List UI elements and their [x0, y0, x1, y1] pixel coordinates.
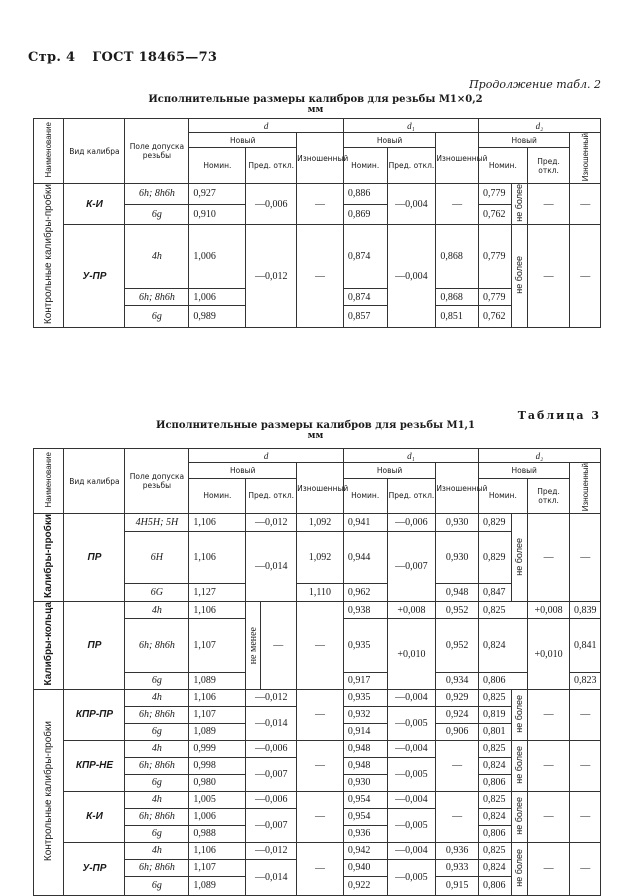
- t3-header-d1: d₁: [343, 449, 478, 463]
- t3-pr2-d-1: 1,106: [189, 602, 246, 619]
- t2-header-d-new: Новый: [189, 133, 297, 148]
- t3-ki-d2-worn: —: [570, 791, 601, 842]
- t2-header-d-nomin: Номин.: [189, 148, 246, 184]
- t2-ki-d-1: 0,927: [189, 184, 246, 204]
- t2-header-d1-nomin: Номин.: [343, 148, 387, 184]
- t3-pr1-d-worn-1: 1,092: [297, 514, 344, 532]
- t3-ki-d2-3: 0,806: [479, 825, 512, 842]
- t2-ki-d2-2: 0,762: [479, 204, 512, 224]
- t3-ki-fit-3: 6g: [125, 825, 189, 842]
- t3-pr1-d2-tol: —: [527, 514, 570, 602]
- t3-pr1-d1-worn-1: 0,930: [436, 514, 479, 532]
- t3-kprne-d-tol-1: —0,006: [246, 740, 297, 757]
- t3-kprne-d-2: 0,998: [189, 757, 246, 774]
- t3-pr2-d1-3: 0,917: [343, 672, 387, 689]
- t3-upr-d1-tol-1: —0,004: [387, 842, 436, 859]
- t3-ki-d1-1: 0,954: [343, 791, 387, 808]
- t2-kind-ki: К-И: [64, 184, 125, 225]
- t3-pr2-d1-tol-1: +0,008: [387, 602, 436, 619]
- t2-upr-d2-3: 0,762: [479, 306, 512, 328]
- t3-group-control: Контрольные калибры-пробки: [34, 689, 64, 895]
- t3-pr1-fit-3: 6G: [125, 584, 189, 602]
- t3-ki-d1-tol-2: —0,005: [387, 808, 436, 842]
- t3-kprne-d1-2: 0,948: [343, 757, 387, 774]
- table2-title: Исполнительные размеры калибров для резьбы М1×0,2: [148, 94, 483, 105]
- t2-header-d2: d₂: [479, 119, 601, 133]
- t3-pr2-d2-3: 0,806: [479, 672, 528, 689]
- t3-header-d1-nomin: Номин.: [343, 478, 387, 514]
- t3-kprpr-d1-tol-1: —0,004: [387, 689, 436, 706]
- t3-kprne-fit-2: 6h; 8h6h: [125, 757, 189, 774]
- t3-kprpr-d1-2: 0,932: [343, 706, 387, 723]
- t3-pr1-d-tol-1: —0,012: [246, 514, 297, 532]
- t2-ki-d2-worn: —: [570, 184, 601, 225]
- t3-pr1-d-3: 1,127: [189, 584, 246, 602]
- t2-ki-d1-worn: —: [436, 184, 479, 225]
- t3-kprpr-d-tol-1: —0,012: [246, 689, 297, 706]
- t2-upr-d1-3: 0,857: [343, 306, 387, 328]
- t3-kprpr-d2-3: 0,801: [479, 723, 512, 740]
- t3-ki-d2-1: 0,825: [479, 791, 512, 808]
- t3-kprpr-d1-3: 0,914: [343, 723, 387, 740]
- t2-upr-d-tol: —0,012: [246, 224, 297, 327]
- t3-upr-d1-worn-1: 0,936: [436, 842, 479, 859]
- t3-kprne-d-1: 0,999: [189, 740, 246, 757]
- t3-kprne-d2-1: 0,825: [479, 740, 512, 757]
- t2-ki-d-2: 0,910: [189, 204, 246, 224]
- t3-group-rings: Калибры-кольца: [34, 602, 64, 690]
- t2-ki-d-tol: —0,006: [246, 184, 297, 225]
- t3-kind-pr2: ПР: [64, 602, 125, 690]
- t3-pr2-fit-3: 6g: [125, 672, 189, 689]
- t3-kprpr-fit-3: 6g: [125, 723, 189, 740]
- t3-kprne-d-tol-2: —0,007: [246, 757, 297, 791]
- t3-kprne-d2-3: 0,806: [479, 774, 512, 791]
- t3-kprne-d2-note: не более: [511, 740, 527, 791]
- t2-upr-d1w-1: 0,868: [436, 224, 479, 288]
- t3-upr-d1-worn-3: 0,915: [436, 876, 479, 895]
- t2-ki-d1-tol: —0,004: [387, 184, 436, 225]
- t3-pr1-d2-1: 0,829: [479, 514, 512, 532]
- t3-ki-d-1: 1,005: [189, 791, 246, 808]
- t3-ki-d1-tol-1: —0,004: [387, 791, 436, 808]
- t2-header-pole: Поле допуска резьбы: [125, 119, 189, 184]
- t3-upr-d1-worn-2: 0,933: [436, 859, 479, 876]
- t3-pr2-d1-tol-2: +0,010: [387, 619, 436, 690]
- t3-kprne-d1-tol-1: —0,004: [387, 740, 436, 757]
- t2-upr-d-3: 0,989: [189, 306, 246, 328]
- t3-header-d-worn: Изношенный: [297, 463, 344, 514]
- t2-upr-d-2: 1,006: [189, 289, 246, 306]
- t3-header-d1-new: Новый: [343, 463, 435, 479]
- t2-upr-d2-tol: —: [527, 224, 570, 327]
- t3-ki-fit-2: 6h; 8h6h: [125, 808, 189, 825]
- t2-ki-d2-tol: —: [527, 184, 570, 225]
- t3-kprne-d-3: 0,980: [189, 774, 246, 791]
- t2-header-d1-pred: Пред. откл.: [387, 148, 436, 184]
- page-number: Стр. 4: [28, 50, 76, 65]
- t3-kprpr-d1-1: 0,935: [343, 689, 387, 706]
- t3-header-d1-worn: Изношенный: [436, 463, 479, 514]
- t3-pr1-d2-2: 0,829: [479, 532, 512, 584]
- t2-upr-d-1: 1,006: [189, 224, 246, 288]
- table3-label: Таблица 3: [517, 409, 601, 422]
- t3-pr2-d1-worn-1: 0,952: [436, 602, 479, 619]
- page-header: [28, 50, 229, 65]
- t3-upr-d-3: 1,089: [189, 876, 246, 895]
- t3-group-plugs: Калибры-пробки: [34, 514, 64, 602]
- t2-ki-d-worn: —: [297, 184, 344, 225]
- t3-kprpr-d-2: 1,107: [189, 706, 246, 723]
- t3-ki-d-3: 0,988: [189, 825, 246, 842]
- t3-kprpr-d-tol-2: —0,014: [246, 706, 297, 740]
- t3-kprpr-d2-1: 0,825: [479, 689, 512, 706]
- t2-header-d1: d₁: [343, 119, 478, 133]
- t3-kprne-d2-2: 0,824: [479, 757, 512, 774]
- t2-upr-d2-1: 0,779: [479, 224, 512, 288]
- t3-pr2-d-tol-value: —: [273, 640, 284, 651]
- t3-pr1-fit-1: 4H5H; 5H: [125, 514, 189, 532]
- t2-header-d2-new: Новый: [479, 133, 570, 148]
- t3-pr1-d1-tol-1: —0,006: [387, 514, 436, 532]
- t2-upr-d1w-3: 0,851: [436, 306, 479, 328]
- t3-upr-d1-1: 0,942: [343, 842, 387, 859]
- t2-ki-fit-2: 6g: [125, 204, 189, 224]
- t3-ki-d-tol-1: —0,006: [246, 791, 297, 808]
- t3-kind-ki: К-И: [64, 791, 125, 842]
- t3-kprne-d2-worn: —: [570, 740, 601, 791]
- t3-pr2-d-note: не менее: [246, 602, 261, 689]
- t2-upr-d1-tol: —0,004: [387, 224, 436, 327]
- t3-pr2-d2-tol-2: +0,010: [527, 619, 570, 690]
- t3-kprpr-d-3: 1,089: [189, 723, 246, 740]
- continuation-note: Продолжение табл. 2: [469, 78, 601, 91]
- t2-ki-d2-note: не более: [511, 184, 527, 225]
- t3-kprpr-d-1: 1,106: [189, 689, 246, 706]
- t3-header-d-pred: Пред. откл.: [246, 478, 297, 514]
- t3-kind-kprpr: КПР-ПР: [64, 689, 125, 740]
- t3-upr-d2-note: не более: [511, 842, 527, 895]
- t3-pr2-d2-worn-1: 0,839: [570, 602, 601, 619]
- t2-header-d-pred: Пред. откл.: [246, 148, 297, 184]
- t3-pr2-d1-2: 0,935: [343, 619, 387, 673]
- t2-ki-d2-1: 0,779: [479, 184, 512, 204]
- t3-ki-d2-tol: —: [527, 791, 570, 842]
- t3-kprne-d1-worn: —: [436, 740, 479, 791]
- t3-pr2-d-2: 1,107: [189, 619, 246, 673]
- t3-kind-upr: У-ПР: [64, 842, 125, 895]
- t3-header-d2: d₂: [479, 449, 601, 463]
- t3-pr1-d2-note: не более: [511, 514, 527, 602]
- t3-pr1-d-worn-2: 1,092: [297, 532, 344, 584]
- t3-upr-fit-1: 4h: [125, 842, 189, 859]
- t3-header-d1-pred: Пред. откл.: [387, 478, 436, 514]
- t3-ki-d2-2: 0,824: [479, 808, 512, 825]
- t3-pr1-d-2: 1,106: [189, 532, 246, 584]
- t3-ki-d-worn: —: [297, 791, 344, 842]
- t3-pr2-fit-2: 6h; 8h6h: [125, 619, 189, 673]
- t3-pr2-d-worn: —: [297, 602, 344, 690]
- t3-upr-d2-2: 0,824: [479, 859, 512, 876]
- t2-upr-d1w-2: 0,868: [436, 289, 479, 306]
- t2-kind-upr: У-ПР: [64, 224, 125, 327]
- t2-upr-d2-note: не более: [511, 224, 527, 327]
- t3-upr-fit-3: 6g: [125, 876, 189, 895]
- t3-upr-d1-3: 0,922: [343, 876, 387, 895]
- t3-header-d-new: Новый: [189, 463, 297, 479]
- t3-ki-fit-1: 4h: [125, 791, 189, 808]
- t3-kprpr-d2-worn: —: [570, 689, 601, 740]
- t3-kprpr-d2-note: не более: [511, 689, 527, 740]
- t2-upr-d1-2: 0,874: [343, 289, 387, 306]
- t3-ki-d1-3: 0,936: [343, 825, 387, 842]
- t3-header-naim: Наименование: [34, 449, 64, 514]
- t3-upr-d1-tol-2: —0,005: [387, 859, 436, 895]
- t2-header-d-worn: Изношенный: [297, 133, 344, 184]
- table2-unit: мм: [307, 105, 324, 115]
- t3-upr-d1-2: 0,940: [343, 859, 387, 876]
- t3-kprne-d-worn: —: [297, 740, 344, 791]
- t2-upr-fit-1: 4h: [125, 224, 189, 288]
- t3-kprne-d1-3: 0,930: [343, 774, 387, 791]
- t3-kprne-fit-1: 4h: [125, 740, 189, 757]
- t3-kprne-d1-1: 0,948: [343, 740, 387, 757]
- t3-pr2-fit-1: 4h: [125, 602, 189, 619]
- t3-pr2-d1-worn-2: 0,952: [436, 619, 479, 673]
- t3-pr2-d2-2: 0,824: [479, 619, 528, 673]
- t3-pr1-d2-worn: —: [570, 514, 601, 602]
- t2-ki-d1-1: 0,886: [343, 184, 387, 204]
- t3-pr1-d1-worn-2: 0,930: [436, 532, 479, 584]
- gost-number: ГОСТ 18465—73: [92, 50, 218, 65]
- t3-kprne-d1-tol-2: —0,005: [387, 757, 436, 791]
- t3-kprpr-d2-tol: —: [527, 689, 570, 740]
- t3-upr-d2-tol: —: [527, 842, 570, 895]
- t3-pr1-d1-worn-3: 0,948: [436, 584, 479, 602]
- t2-header-d1-worn: Изношенный: [436, 133, 479, 184]
- t3-header-vid: Вид калибра: [64, 449, 125, 514]
- t2-ki-fit-1: 6h; 8h6h: [125, 184, 189, 204]
- t3-ki-d1-2: 0,954: [343, 808, 387, 825]
- t3-kprpr-d1-worn-1: 0,929: [436, 689, 479, 706]
- t2-header-vid: Вид калибра: [64, 119, 125, 184]
- t3-upr-d-1: 1,106: [189, 842, 246, 859]
- t3-kind-kprne: КПР-НЕ: [64, 740, 125, 791]
- t3-ki-d2-note: не более: [511, 791, 527, 842]
- t2-upr-d-worn: —: [297, 224, 344, 327]
- t3-pr1-fit-2: 6H: [125, 532, 189, 584]
- t3-header-d2-pred: Пред. откл.: [527, 478, 570, 514]
- t3-pr1-d1-2: 0,944: [343, 532, 387, 584]
- t3-ki-d1-worn: —: [436, 791, 479, 842]
- t3-header-d2-worn: Изношенный: [570, 463, 601, 514]
- t2-header-d1-new: Новый: [343, 133, 435, 148]
- t3-upr-d-2: 1,107: [189, 859, 246, 876]
- t3-kprne-d2-tol: —: [527, 740, 570, 791]
- t3-upr-d2-worn: —: [570, 842, 601, 895]
- t3-kprpr-d2-2: 0,819: [479, 706, 512, 723]
- t2-group: Контрольные калибры-пробки: [34, 184, 64, 328]
- t3-upr-fit-2: 6h; 8h6h: [125, 859, 189, 876]
- t3-pr2-d2-tol-1: +0,008: [527, 602, 570, 619]
- t3-pr2-d1-worn-3: 0,934: [436, 672, 479, 689]
- t3-header-pole: Поле допуска резьбы: [125, 449, 189, 514]
- t3-pr2-d2-worn-2: 0,841: [570, 619, 601, 673]
- t2-header-d2-worn: Изношенный: [570, 133, 601, 184]
- table2: [33, 118, 601, 328]
- t3-pr1-d-1: 1,106: [189, 514, 246, 532]
- t3-pr2-d2-worn-3: 0,823: [570, 672, 601, 689]
- t3-upr-d-tol-2: —0,014: [246, 859, 297, 895]
- t2-header-d2-nomin: Номин.: [479, 148, 528, 184]
- t3-kprpr-fit-2: 6h; 8h6h: [125, 706, 189, 723]
- t2-ki-d1-2: 0,869: [343, 204, 387, 224]
- t2-upr-d2-2: 0,779: [479, 289, 512, 306]
- table3-caption: [0, 420, 631, 441]
- table3-unit: мм: [307, 431, 324, 441]
- t3-kprne-fit-3: 6g: [125, 774, 189, 791]
- t3-pr1-d1-1: 0,941: [343, 514, 387, 532]
- t3-header-d: d: [189, 449, 343, 463]
- t3-pr1-d1-3: 0,962: [343, 584, 387, 602]
- t3-upr-d2-1: 0,825: [479, 842, 512, 859]
- t3-header-d-nomin: Номин.: [189, 478, 246, 514]
- t2-upr-d1-1: 0,874: [343, 224, 387, 288]
- t3-pr1-d2-3: 0,847: [479, 584, 512, 602]
- t3-kprpr-d1-worn-3: 0,906: [436, 723, 479, 740]
- t2-upr-fit-3: 6g: [125, 306, 189, 328]
- t3-upr-d-worn: —: [297, 842, 344, 895]
- t3-kprpr-d1-tol-2: —0,005: [387, 706, 436, 740]
- t3-ki-d-tol-2: —0,007: [246, 808, 297, 842]
- table2-caption: [0, 94, 631, 115]
- t3-pr1-d-worn-3: 1,110: [297, 584, 344, 602]
- t3-header-d2-new: Новый: [479, 463, 570, 479]
- t3-kprpr-d1-worn-2: 0,924: [436, 706, 479, 723]
- t3-kind-pr1: ПР: [64, 514, 125, 602]
- t2-header-naim: Наименование: [34, 119, 64, 184]
- t2-header-d: d: [189, 119, 343, 133]
- t3-pr2-d2-1: 0,825: [479, 602, 528, 619]
- t3-upr-d-tol-1: —0,012: [246, 842, 297, 859]
- t3-pr1-d-tol-2: —0,014: [246, 532, 297, 602]
- t3-kprpr-fit-1: 4h: [125, 689, 189, 706]
- t2-upr-d2-worn: —: [570, 224, 601, 327]
- t3-pr2-d-3: 1,089: [189, 672, 246, 689]
- t3-pr2-d1-1: 0,938: [343, 602, 387, 619]
- t2-header-d2-pred: Пред. откл.: [527, 148, 570, 184]
- table3: [33, 448, 601, 896]
- t3-ki-d-2: 1,006: [189, 808, 246, 825]
- t3-header-d2-nomin: Номин.: [479, 478, 528, 514]
- t3-pr1-d1-tol-2: —0,007: [387, 532, 436, 602]
- t3-upr-d2-3: 0,806: [479, 876, 512, 895]
- table3-title: Исполнительные размеры калибров для резьбы М1,1: [156, 420, 475, 431]
- t3-kprpr-d-worn: —: [297, 689, 344, 740]
- t2-upr-fit-2: 6h; 8h6h: [125, 289, 189, 306]
- t3-pr2-d-tol: [246, 602, 297, 690]
